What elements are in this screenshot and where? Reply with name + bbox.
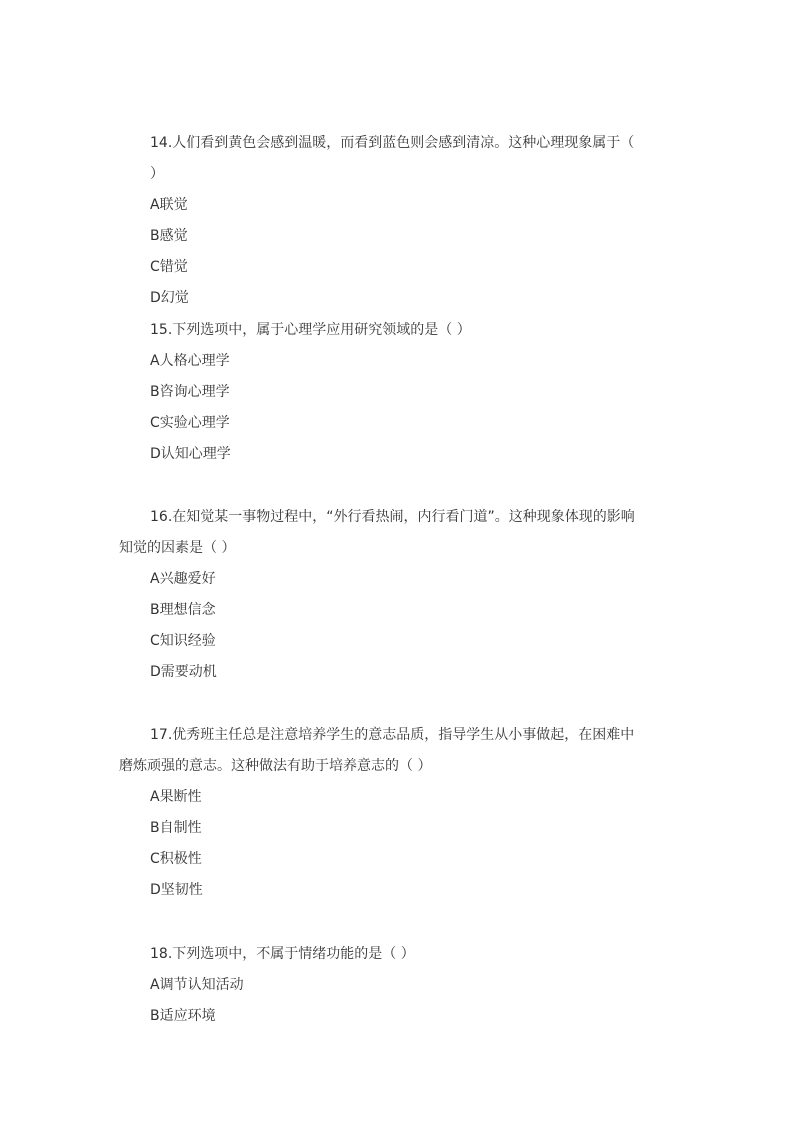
- option-b: B理想信念: [150, 602, 216, 618]
- question-17: [0, 720, 794, 906]
- option-d: D认知心理学: [150, 446, 231, 462]
- option-d: D幻觉: [150, 290, 189, 306]
- question-stem: 14.人们看到黄色会感到温暖，而看到蓝色则会感到清凉。这种心理现象属于（ ）: [150, 135, 635, 182]
- question-16: [0, 502, 794, 688]
- option-b: B适应环境: [150, 1008, 216, 1024]
- option-a: A调节认知活动: [150, 977, 244, 993]
- option-c: C知识经验: [150, 633, 216, 649]
- question-stem: 16.在知觉某一事物过程中，“外行看热闹，内行看门道”。这种现象体现的影响知觉的因素是（ ）: [119, 509, 635, 556]
- question-stem: 17.优秀班主任总是注意培养学生的意志品质，指导学生从小事做起，在困难中磨炼顽强的意志。这种做法有助于培养意志的（ ）: [119, 727, 635, 774]
- question-stem: 18.下列选项中，不属于情绪功能的是（ ）: [150, 946, 415, 962]
- option-a: A果断性: [150, 789, 202, 805]
- option-b: B自制性: [150, 820, 202, 836]
- option-b: B感觉: [150, 228, 188, 244]
- option-a: A兴趣爱好: [150, 571, 216, 587]
- option-b: B咨询心理学: [150, 384, 230, 400]
- question-14: [0, 128, 794, 314]
- option-c: C积极性: [150, 851, 202, 867]
- question-stem: 15.下列选项中，属于心理学应用研究领域的是（ ）: [150, 322, 471, 338]
- option-a: A联觉: [150, 197, 188, 213]
- option-a: A人格心理学: [150, 353, 230, 369]
- option-d: D坚韧性: [150, 882, 203, 898]
- question-18: [0, 939, 794, 1032]
- question-15: [0, 315, 794, 470]
- option-c: C错觉: [150, 259, 188, 275]
- option-d: D需要动机: [150, 664, 217, 680]
- option-c: C实验心理学: [150, 415, 230, 431]
